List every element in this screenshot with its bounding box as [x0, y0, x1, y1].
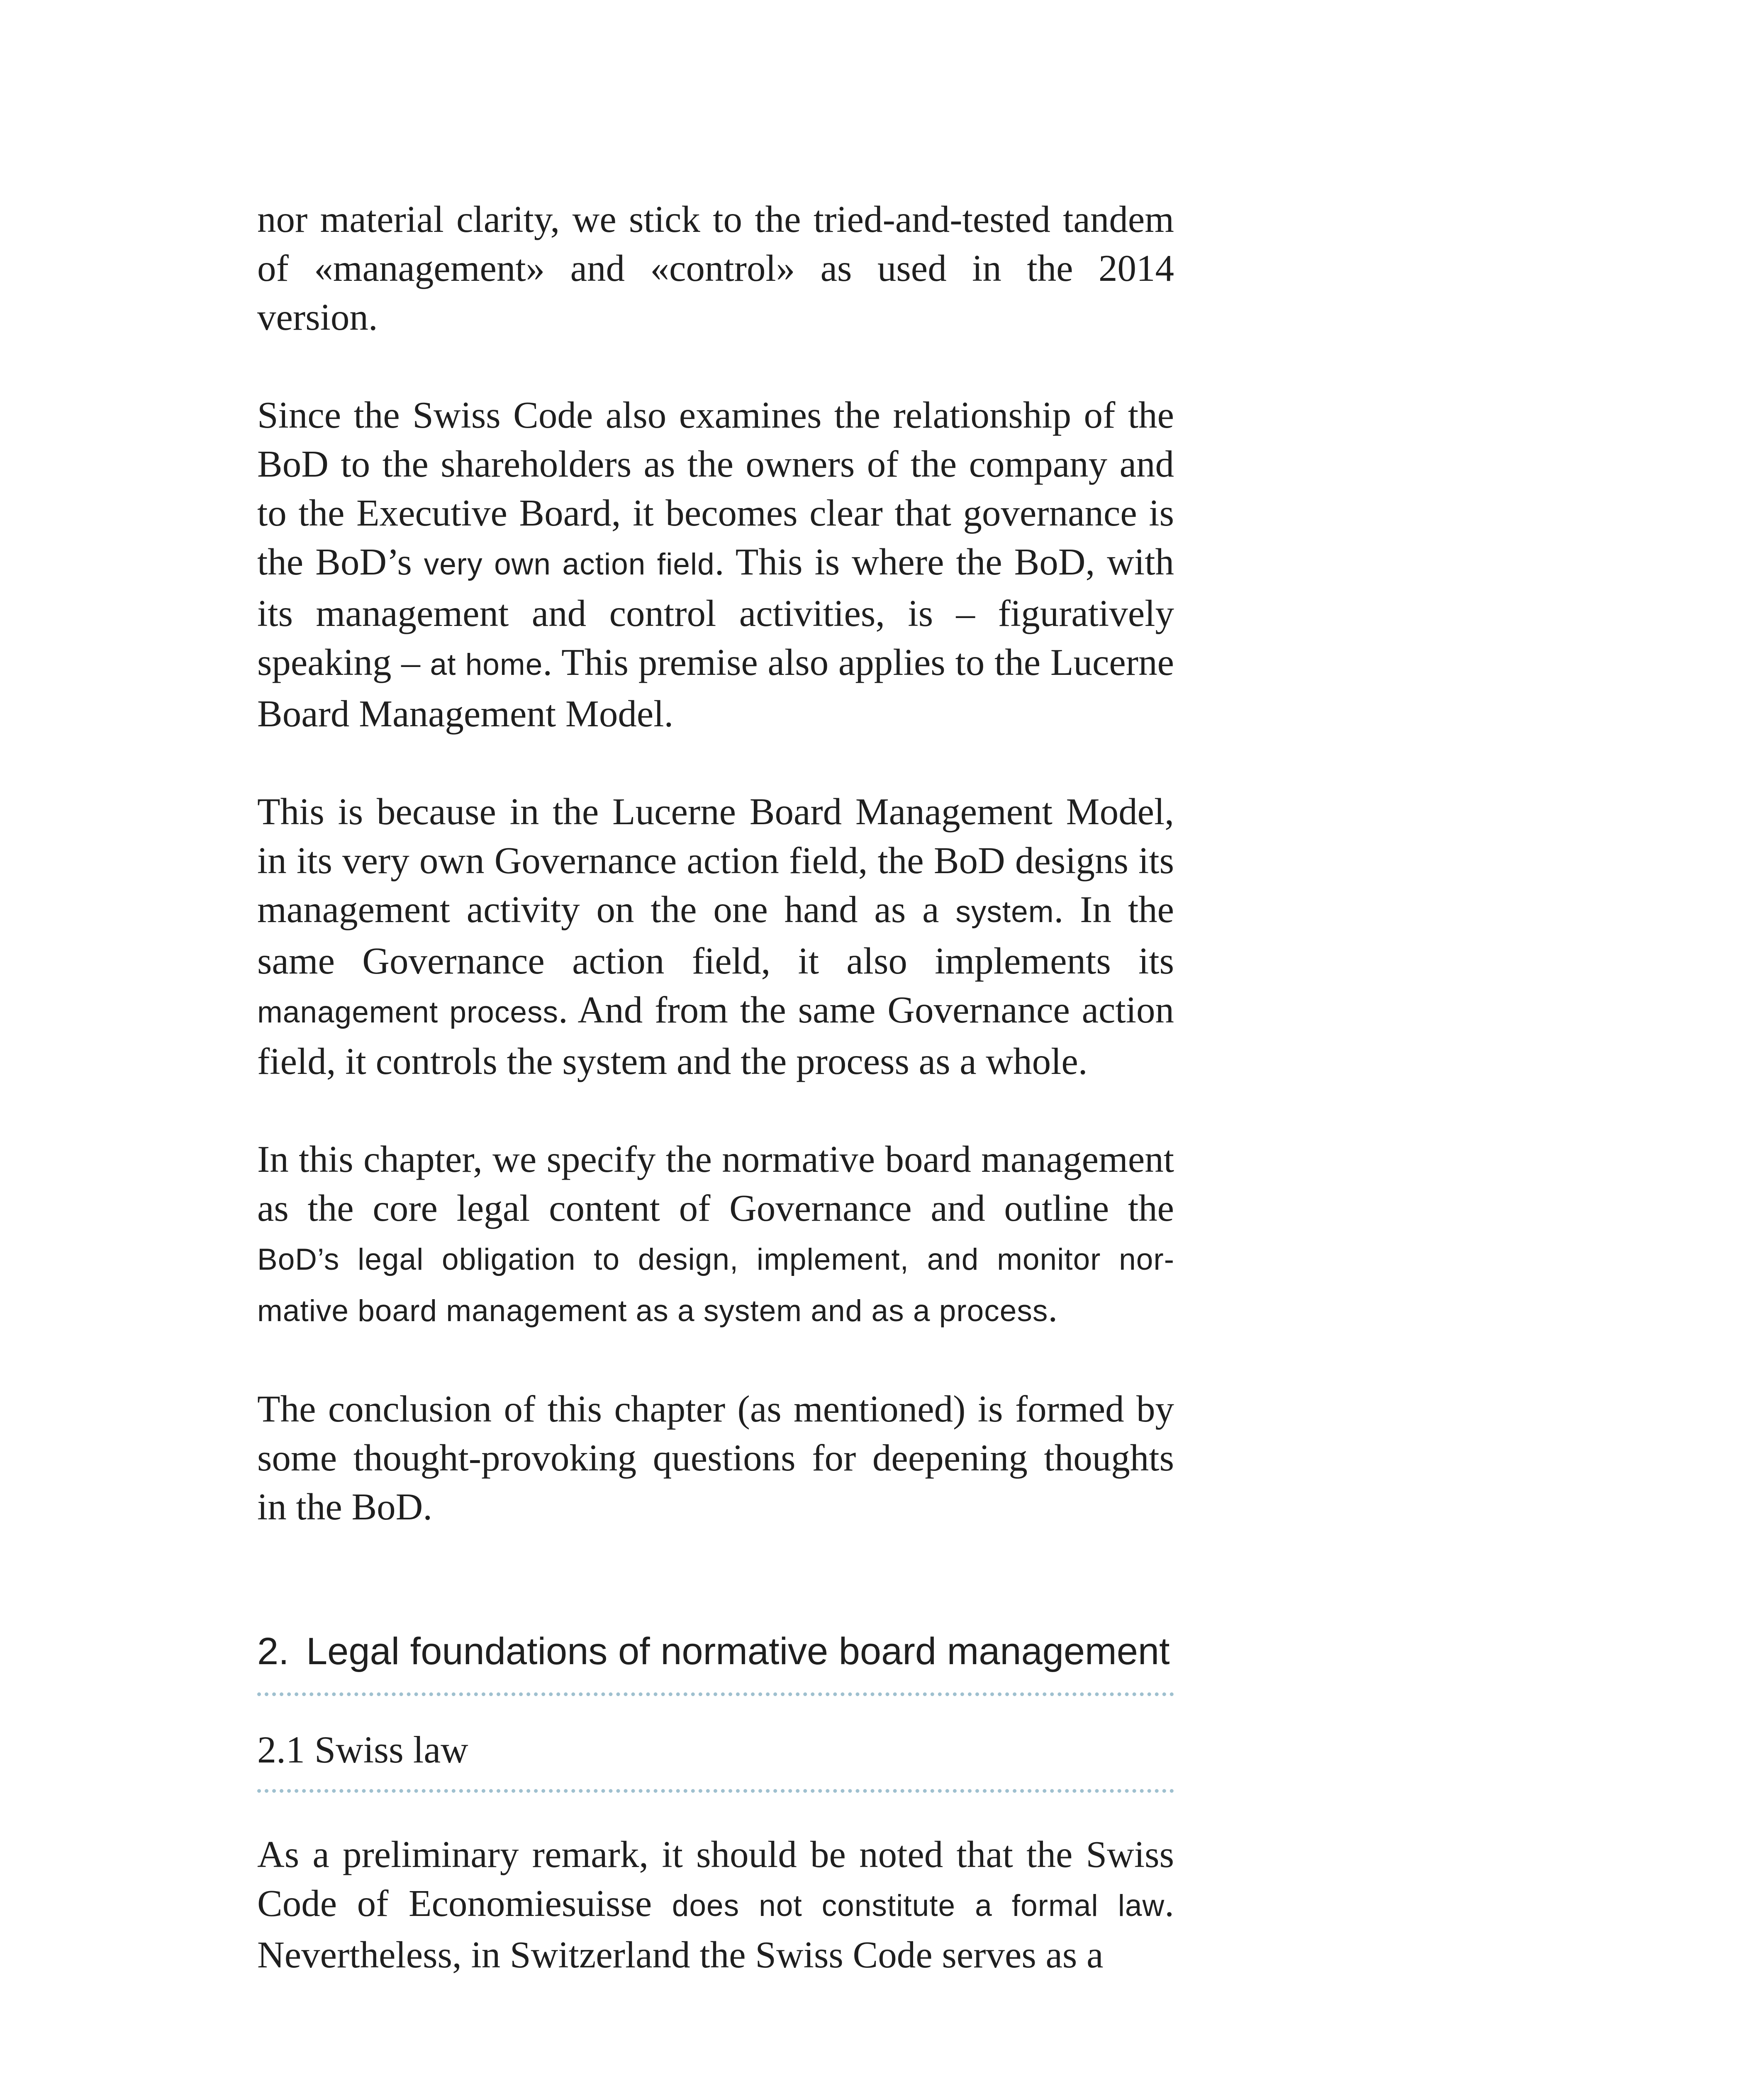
emphasis-text: at home [430, 648, 543, 682]
text-run: The conclusion of this chapter (as mentioned) is formed by some thought-provoking questions for deepening thoughts in the BoD. [257, 1388, 1174, 1528]
paragraph-chapter-scope [257, 1135, 1174, 1336]
text-run: This is because in the Lucerne Board Management Model, in its very own Governance action field, the BoD designs its management activity on the one hand as a [257, 791, 1174, 930]
emphasis-text: system [955, 895, 1054, 929]
text-run: . And from the same Governance action field, it controls the system and the process as a whole. [257, 989, 1174, 1082]
text-run: . Nevertheless, in Switzerland the Swiss Code serves as a [257, 1882, 1174, 1976]
section-heading [257, 1627, 1174, 1676]
dotted-divider [257, 1692, 1174, 1696]
paragraph-swiss-law [257, 1830, 1174, 1979]
emphasis-text: BoD’s legal obligation to design, implement, and monitor normative board management as a system and as a process [257, 1243, 1174, 1328]
text-run: . This is where the BoD, with its management and control activities, is – figuratively speaking – [257, 541, 1174, 683]
dotted-divider [257, 1789, 1174, 1793]
paragraph-system-process [257, 787, 1174, 1086]
text-run: nor material clarity, we stick to the tried-and-tested tandem of «management» and «control» as used in the 2014 version. [257, 198, 1174, 338]
text-run: . In the same Governance action field, it also implements its [257, 889, 1174, 982]
paragraph-intro [257, 195, 1174, 342]
text-run: In this chapter, we specify the normative board management as the core legal content of Governance and outline the [257, 1138, 1174, 1229]
page-body [257, 195, 1174, 1979]
section-title: Legal foundations of normative board management [306, 1630, 1170, 1672]
paragraph-conclusion [257, 1385, 1174, 1531]
emphasis-text: management process [257, 996, 558, 1029]
emphasis-text: very own action field [424, 548, 715, 581]
subsection-heading: 2.1 Swiss law [257, 1728, 468, 1771]
emphasis-text: does not constitute a formal law [672, 1889, 1165, 1923]
text-run: As a preliminary remark, it should be noted that the Swiss Code of Economiesuisse [257, 1833, 1174, 1924]
section-number: 2. [257, 1630, 289, 1672]
text-run: Since the Swiss Code also examines the relationship of the BoD to the shareholders as the owners of the company and to the Executive Board, it becomes clear that governance is the BoD’s [257, 394, 1174, 583]
text-run: . [1048, 1288, 1058, 1329]
paragraph-action-field [257, 391, 1174, 738]
text-run: . This premise also applies to the Lucerne Board Management Model. [257, 641, 1174, 735]
